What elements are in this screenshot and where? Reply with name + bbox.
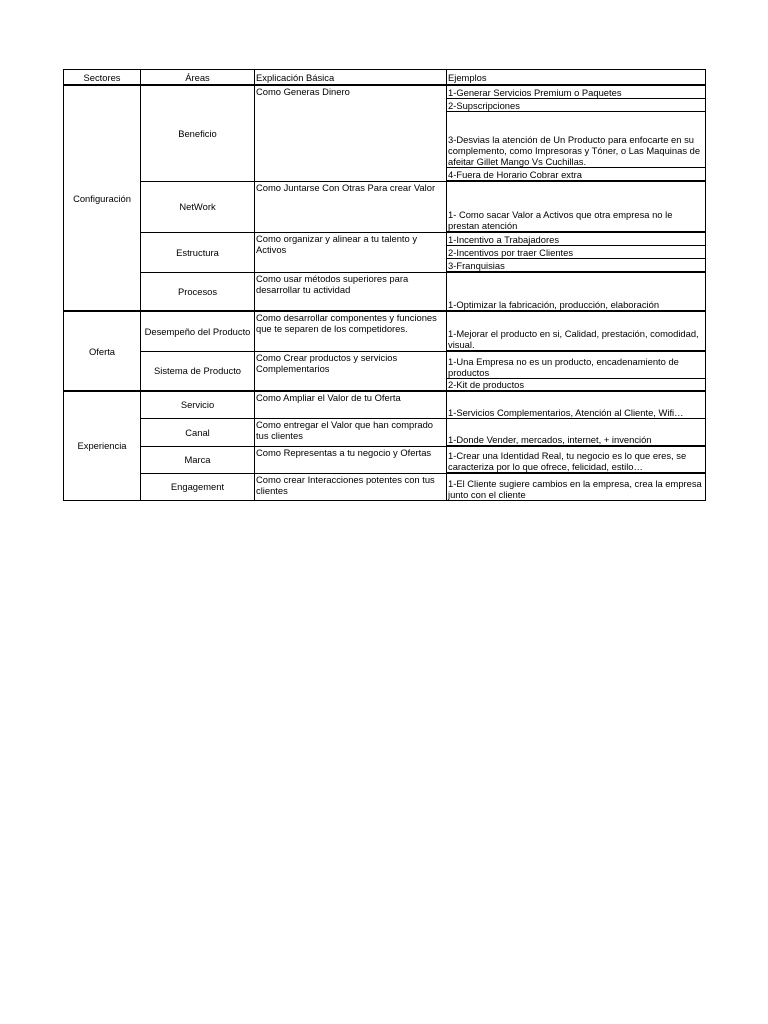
ejemplo-canal-1[interactable]: 1-Donde Vender, mercados, internet, + invención <box>447 418 706 446</box>
ejemplo-estructura-3[interactable]: 3-Franquisias <box>447 258 706 272</box>
explicacion-beneficio[interactable]: Como Generas Dinero <box>255 85 447 181</box>
ejemplo-estructura-1[interactable]: 1-Incentivo a Trabajadores <box>447 232 706 245</box>
sector-configuracion[interactable]: Configuración <box>64 85 141 311</box>
explicacion-estructura[interactable]: Como organizar y alinear a tu talento y Activos <box>255 232 447 272</box>
area-servicio[interactable]: Servicio <box>141 391 255 418</box>
ejemplo-beneficio-1[interactable]: 1-Generar Servicios Premium o Paquetes <box>447 85 706 98</box>
ejemplo-sistema-2[interactable]: 2-Kit de productos <box>447 378 706 391</box>
area-network[interactable]: NetWork <box>141 181 255 232</box>
ejemplo-sistema-1[interactable]: 1-Una Empresa no es un producto, encadenamiento de productos <box>447 351 706 378</box>
ejemplo-beneficio-4[interactable]: 4-Fuera de Horario Cobrar extra <box>447 167 706 181</box>
ejemplo-servicio-1[interactable]: 1-Servicios Complementarios, Atención al Cliente, Wifi… <box>447 391 706 418</box>
header-ejemplos[interactable]: Ejemplos <box>447 70 706 86</box>
area-sistema[interactable]: Sistema de Producto <box>141 351 255 391</box>
explicacion-procesos[interactable]: Como usar métodos superiores para desarrollar tu actividad <box>255 272 447 311</box>
ejemplo-marca-1[interactable]: 1-Crear una Identidad Real, tu negocio es lo que eres, se caracteriza por lo que ofrece, felicidad, estilo… <box>447 446 706 473</box>
table-row <box>64 473 706 500</box>
ejemplo-engagement-1[interactable]: 1-El Cliente sugiere cambios en la empresa, crea la empresa junto con el cliente <box>447 473 706 500</box>
area-canal[interactable]: Canal <box>141 418 255 446</box>
area-estructura[interactable]: Estructura <box>141 232 255 272</box>
explicacion-engagement[interactable]: Como crear Interacciones potentes con tus clientes <box>255 473 447 500</box>
table-row <box>64 391 706 418</box>
group-oferta <box>64 311 706 391</box>
ejemplo-desempeno-1[interactable]: 1-Mejorar el producto en si, Calidad, prestación, comodidad, visual. <box>447 311 706 351</box>
area-desempeno[interactable]: Desempeño del Producto <box>141 311 255 351</box>
explicacion-desempeno[interactable]: Como desarrollar componentes y funciones que te separen de los competidores. <box>255 311 447 351</box>
table-row <box>64 181 706 232</box>
ejemplo-network-1[interactable]: 1- Como sacar Valor a Activos que otra empresa no le prestan atención <box>447 181 706 232</box>
table-row <box>64 351 706 378</box>
table-row <box>64 232 706 245</box>
area-procesos[interactable]: Procesos <box>141 272 255 311</box>
explicacion-canal[interactable]: Como entregar el Valor que han comprado tus clientes <box>255 418 447 446</box>
ejemplo-estructura-2[interactable]: 2-Incentivos por traer Clientes <box>447 245 706 258</box>
spreadsheet-table <box>63 69 706 501</box>
ejemplo-procesos-1[interactable]: 1-Optimizar la fabricación, producción, elaboración <box>447 272 706 311</box>
table-row <box>64 446 706 473</box>
explicacion-marca[interactable]: Como Representas a tu negocio y Ofertas <box>255 446 447 473</box>
table-row <box>64 418 706 446</box>
header-sectores[interactable]: Sectores <box>64 70 141 86</box>
table-row <box>64 311 706 351</box>
group-experiencia <box>64 391 706 500</box>
header-explicacion[interactable]: Explicación Básica <box>255 70 447 86</box>
header-areas[interactable]: Áreas <box>141 70 255 86</box>
header-row <box>64 70 706 86</box>
sector-oferta[interactable]: Oferta <box>64 311 141 391</box>
group-configuracion <box>64 85 706 311</box>
sector-experiencia[interactable]: Experiencia <box>64 391 141 500</box>
explicacion-sistema[interactable]: Como Crear productos y servicios Complementarios <box>255 351 447 391</box>
ejemplo-beneficio-2[interactable]: 2-Supscripciones <box>447 98 706 111</box>
area-beneficio[interactable]: Beneficio <box>141 85 255 181</box>
area-engagement[interactable]: Engagement <box>141 473 255 500</box>
ejemplo-beneficio-3[interactable]: 3-Desvias la atención de Un Producto para enfocarte en su complemento, como Impresoras y Tóner, o Las Maquinas de afeitar Gillet Mango Vs Cuchillas. <box>447 111 706 167</box>
table-row <box>64 85 706 98</box>
area-marca[interactable]: Marca <box>141 446 255 473</box>
table-row <box>64 272 706 310</box>
explicacion-servicio[interactable]: Como Ampliar el Valor de tu Oferta <box>255 391 447 418</box>
explicacion-network[interactable]: Como Juntarse Con Otras Para crear Valor <box>255 181 447 232</box>
